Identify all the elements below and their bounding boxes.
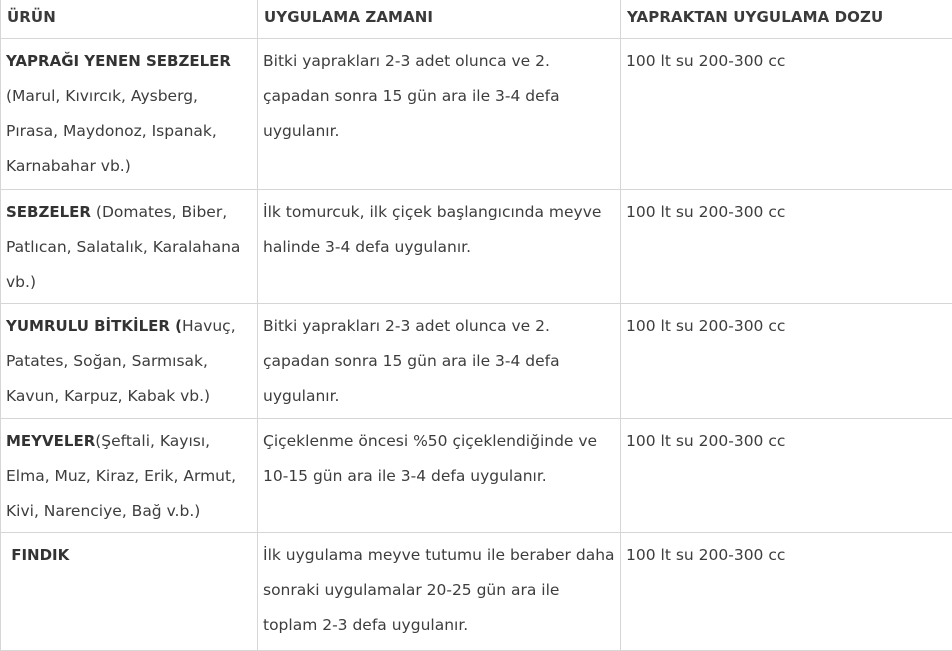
header-timing: UYGULAMA ZAMANI [258, 0, 621, 39]
product-examples: (Marul, Kıvırcık, Aysberg, Pırasa, Maydonoz, Ispanak, Karnabahar vb.) [6, 87, 217, 175]
product-name: YAPRAĞI YENEN SEBZELER [6, 52, 231, 70]
dose-cell: 100 lt su 200-300 cc [621, 39, 952, 190]
product-cell [1, 304, 258, 419]
header-row [1, 0, 952, 39]
timing-cell: İlk uygulama meyve tutumu ile beraber daha sonraki uygulamalar 20-25 gün ara ile toplam 2-3 defa uygulanır. [258, 533, 621, 651]
product-examples: (Domates, Biber, Patlıcan, Salatalık, Karalahana vb.) [6, 203, 240, 291]
table-row [1, 190, 952, 304]
product-examples: (Şeftali, Kayısı, Elma, Muz, Kiraz, Erik, Armut, Kivi, Narenciye, Bağ v.b.) [6, 432, 236, 520]
timing-cell: Bitki yaprakları 2-3 adet olunca ve 2. çapadan sonra 15 gün ara ile 3-4 defa uygulanır. [258, 304, 621, 419]
header-dose: YAPRAKTAN UYGULAMA DOZU [621, 0, 952, 39]
product-cell [1, 533, 258, 651]
table-row [1, 419, 952, 533]
product-name: YUMRULU BİTKİLER ( [6, 317, 182, 335]
product-cell [1, 190, 258, 304]
timing-cell: Bitki yaprakları 2-3 adet olunca ve 2. çapadan sonra 15 gün ara ile 3-4 defa uygulanır. [258, 39, 621, 190]
product-examples: Havuç, Patates, Soğan, Sarmısak, Kavun, Karpuz, Kabak vb.) [6, 317, 236, 405]
header-product: ÜRÜN [1, 0, 258, 39]
table-row [1, 533, 952, 651]
table-row [1, 39, 952, 190]
dose-cell: 100 lt su 200-300 cc [621, 304, 952, 419]
product-name: SEBZELER [6, 203, 91, 221]
product-name: MEYVELER [6, 432, 95, 450]
dose-cell: 100 lt su 200-300 cc [621, 419, 952, 533]
dose-cell: 100 lt su 200-300 cc [621, 533, 952, 651]
product-name: FINDIK [6, 546, 69, 564]
dose-cell: 100 lt su 200-300 cc [621, 190, 952, 304]
timing-cell: Çiçeklenme öncesi %50 çiçeklendiğinde ve 10-15 gün ara ile 3-4 defa uygulanır. [258, 419, 621, 533]
product-cell [1, 419, 258, 533]
table-row [1, 304, 952, 419]
timing-cell: İlk tomurcuk, ilk çiçek başlangıcında meyve halinde 3-4 defa uygulanır. [258, 190, 621, 304]
product-cell [1, 39, 258, 190]
